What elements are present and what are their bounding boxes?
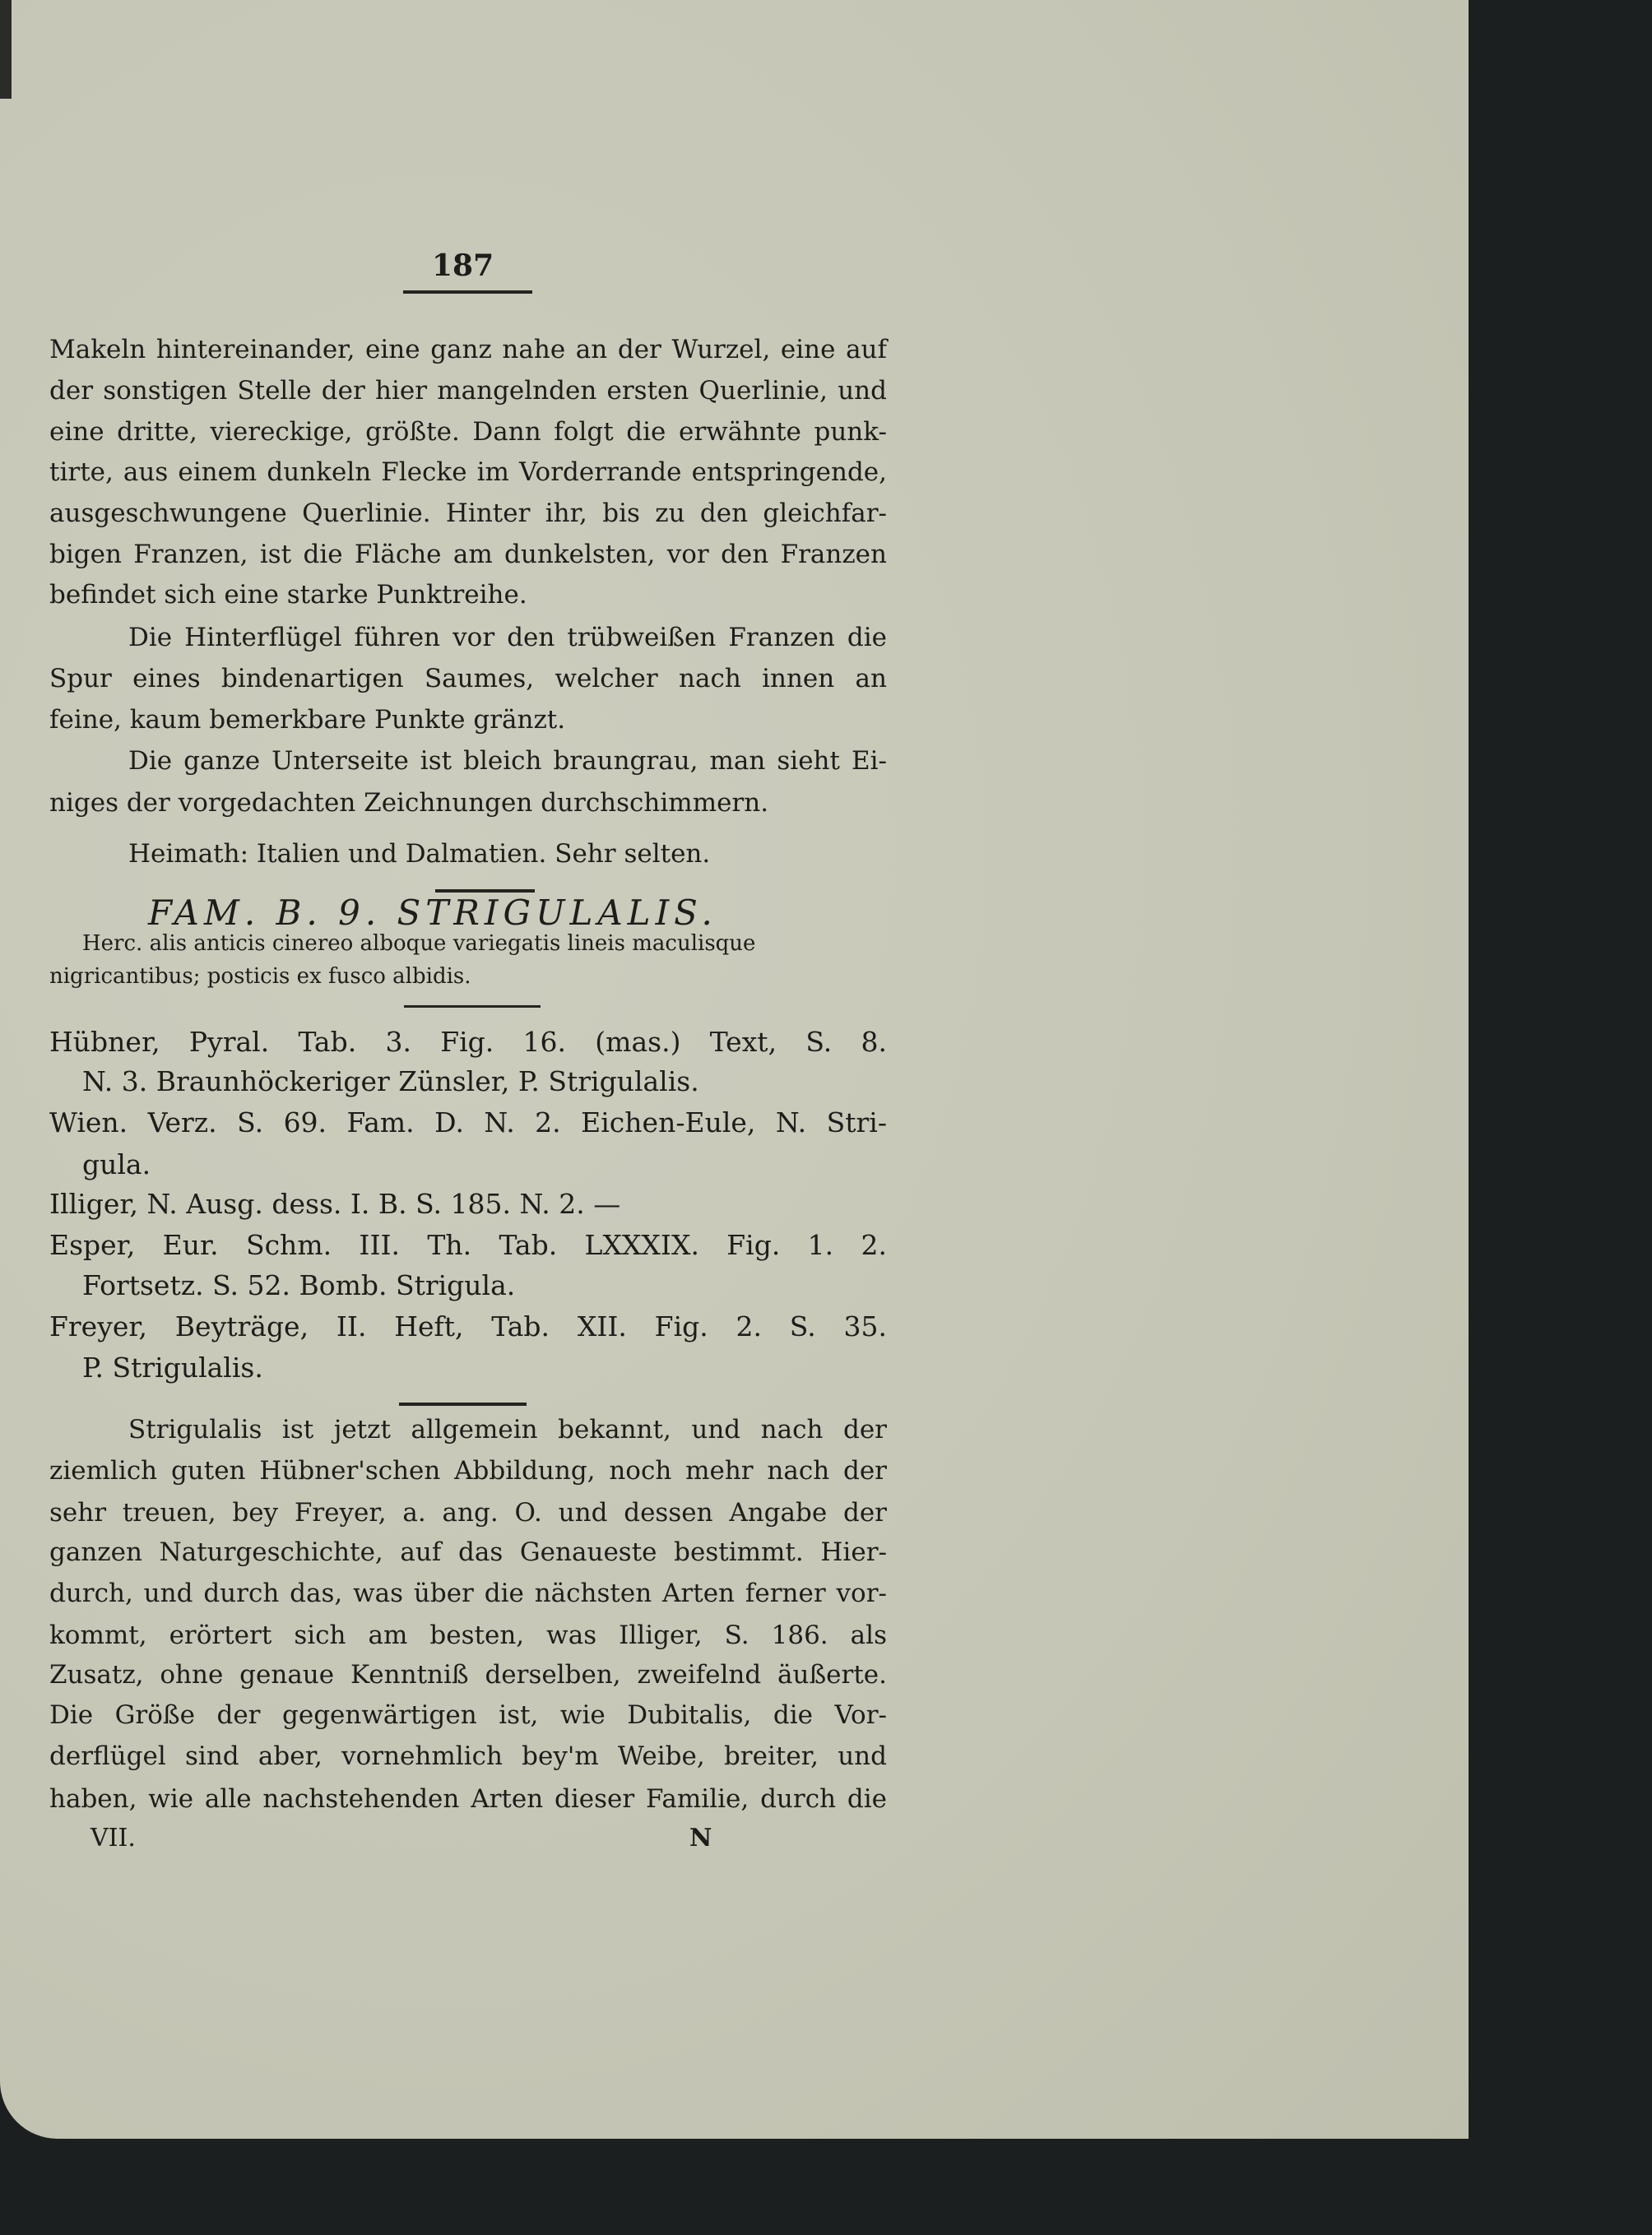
text-line: ausgeschwungene Querlinie. Hinter ihr, bis zu den gleichfar- bbox=[49, 498, 887, 528]
text-line: Die ganze Unterseite ist bleich braungrau, man sieht Ei- bbox=[128, 746, 887, 776]
reference-line: P. Strigulalis. bbox=[82, 1352, 263, 1384]
text-line: Die Hinterflügel führen vor den trübweißen Franzen die bbox=[128, 623, 887, 652]
reference-line: Freyer, Beyträge, II. Heft, Tab. XII. Fig. 2. S. 35. bbox=[49, 1310, 887, 1342]
species-heading: FAM. B. 9. STRIGULALIS. bbox=[148, 893, 717, 933]
text-line: bigen Franzen, ist die Fläche am dunkelsten, vor den Franzen bbox=[49, 540, 887, 569]
text-line: sehr treuen, bey Freyer, a. ang. O. und dessen Angabe der bbox=[49, 1498, 887, 1528]
reference-line: Esper, Eur. Schm. III. Th. Tab. LXXXIX. Fig. 1. 2. bbox=[49, 1229, 887, 1261]
reference-line: Fortsetz. S. 52. Bomb. Strigula. bbox=[82, 1269, 516, 1301]
reference-line: Illiger, N. Ausg. dess. I. B. S. 185. N. 2. — bbox=[49, 1188, 621, 1220]
text-line: eine dritte, viereckige, größte. Dann folgt die erwähnte punk- bbox=[49, 417, 887, 447]
reference-line: Wien. Verz. S. 69. Fam. D. N. 2. Eichen-Eule, N. Stri- bbox=[49, 1106, 887, 1138]
text-line: Die Größe der gegenwärtigen ist, wie Dubitalis, die Vor- bbox=[49, 1700, 887, 1730]
text-line: niges der vorgedachten Zeichnungen durchschimmern. bbox=[49, 788, 769, 818]
text-line: Spur eines bindenartigen Saumes, welcher nach innen an bbox=[49, 664, 887, 693]
text-line: befindet sich eine starke Punktreihe. bbox=[49, 580, 527, 610]
text-line: kommt, erörtert sich am besten, was Illiger, S. 186. als bbox=[49, 1621, 887, 1650]
page-number: 187 bbox=[432, 248, 494, 283]
diagnosis-line: nigricantibus; posticis ex fusco albidis. bbox=[49, 964, 471, 989]
text-line: ganzen Naturgeschichte, auf das Genaueste bestimmt. Hier- bbox=[49, 1537, 887, 1567]
text-line: haben, wie alle nachstehenden Arten dieser Familie, durch die bbox=[49, 1784, 887, 1814]
section-rule bbox=[399, 1403, 527, 1406]
text-line: Strigulalis ist jetzt allgemein bekannt, und nach der bbox=[128, 1415, 887, 1444]
signature-mark: VII. bbox=[90, 1824, 136, 1852]
text-line: durch, und durch das, was über die nächsten Arten ferner vor- bbox=[49, 1579, 887, 1608]
text-line: tirte, aus einem dunkeln Flecke im Vorderrande entspringende, bbox=[49, 457, 887, 487]
reference-line: N. 3. Braunhöckeriger Zünsler, P. Strigulalis. bbox=[82, 1065, 699, 1097]
diagnosis-line: Herc. alis anticis cinereo alboque variegatis lineis maculisque bbox=[82, 931, 756, 956]
text-line: ziemlich guten Hübner'schen Abbildung, noch mehr nach der bbox=[49, 1456, 887, 1486]
text-line: Zusatz, ohne genaue Kenntniß derselben, zweifelnd äußerte. bbox=[49, 1660, 887, 1690]
header-rule bbox=[403, 290, 532, 294]
catchword: N bbox=[689, 1824, 712, 1852]
text-line: Makeln hintereinander, eine ganz nahe an der Wurzel, eine auf bbox=[49, 335, 887, 364]
binding-edge bbox=[0, 0, 12, 99]
heimath-line: Heimath: Italien und Dalmatien. Sehr selten. bbox=[128, 839, 711, 869]
text-line: der sonstigen Stelle der hier mangelnden ersten Querlinie, und bbox=[49, 376, 887, 406]
section-rule bbox=[404, 1005, 541, 1008]
reference-line: Hübner, Pyral. Tab. 3. Fig. 16. (mas.) Text, S. 8. bbox=[49, 1026, 887, 1058]
text-line: feine, kaum bemerkbare Punkte gränzt. bbox=[49, 705, 566, 735]
text-line: derflügel sind aber, vornehmlich bey'm Weibe, breiter, und bbox=[49, 1741, 887, 1771]
reference-line: gula. bbox=[82, 1148, 151, 1180]
